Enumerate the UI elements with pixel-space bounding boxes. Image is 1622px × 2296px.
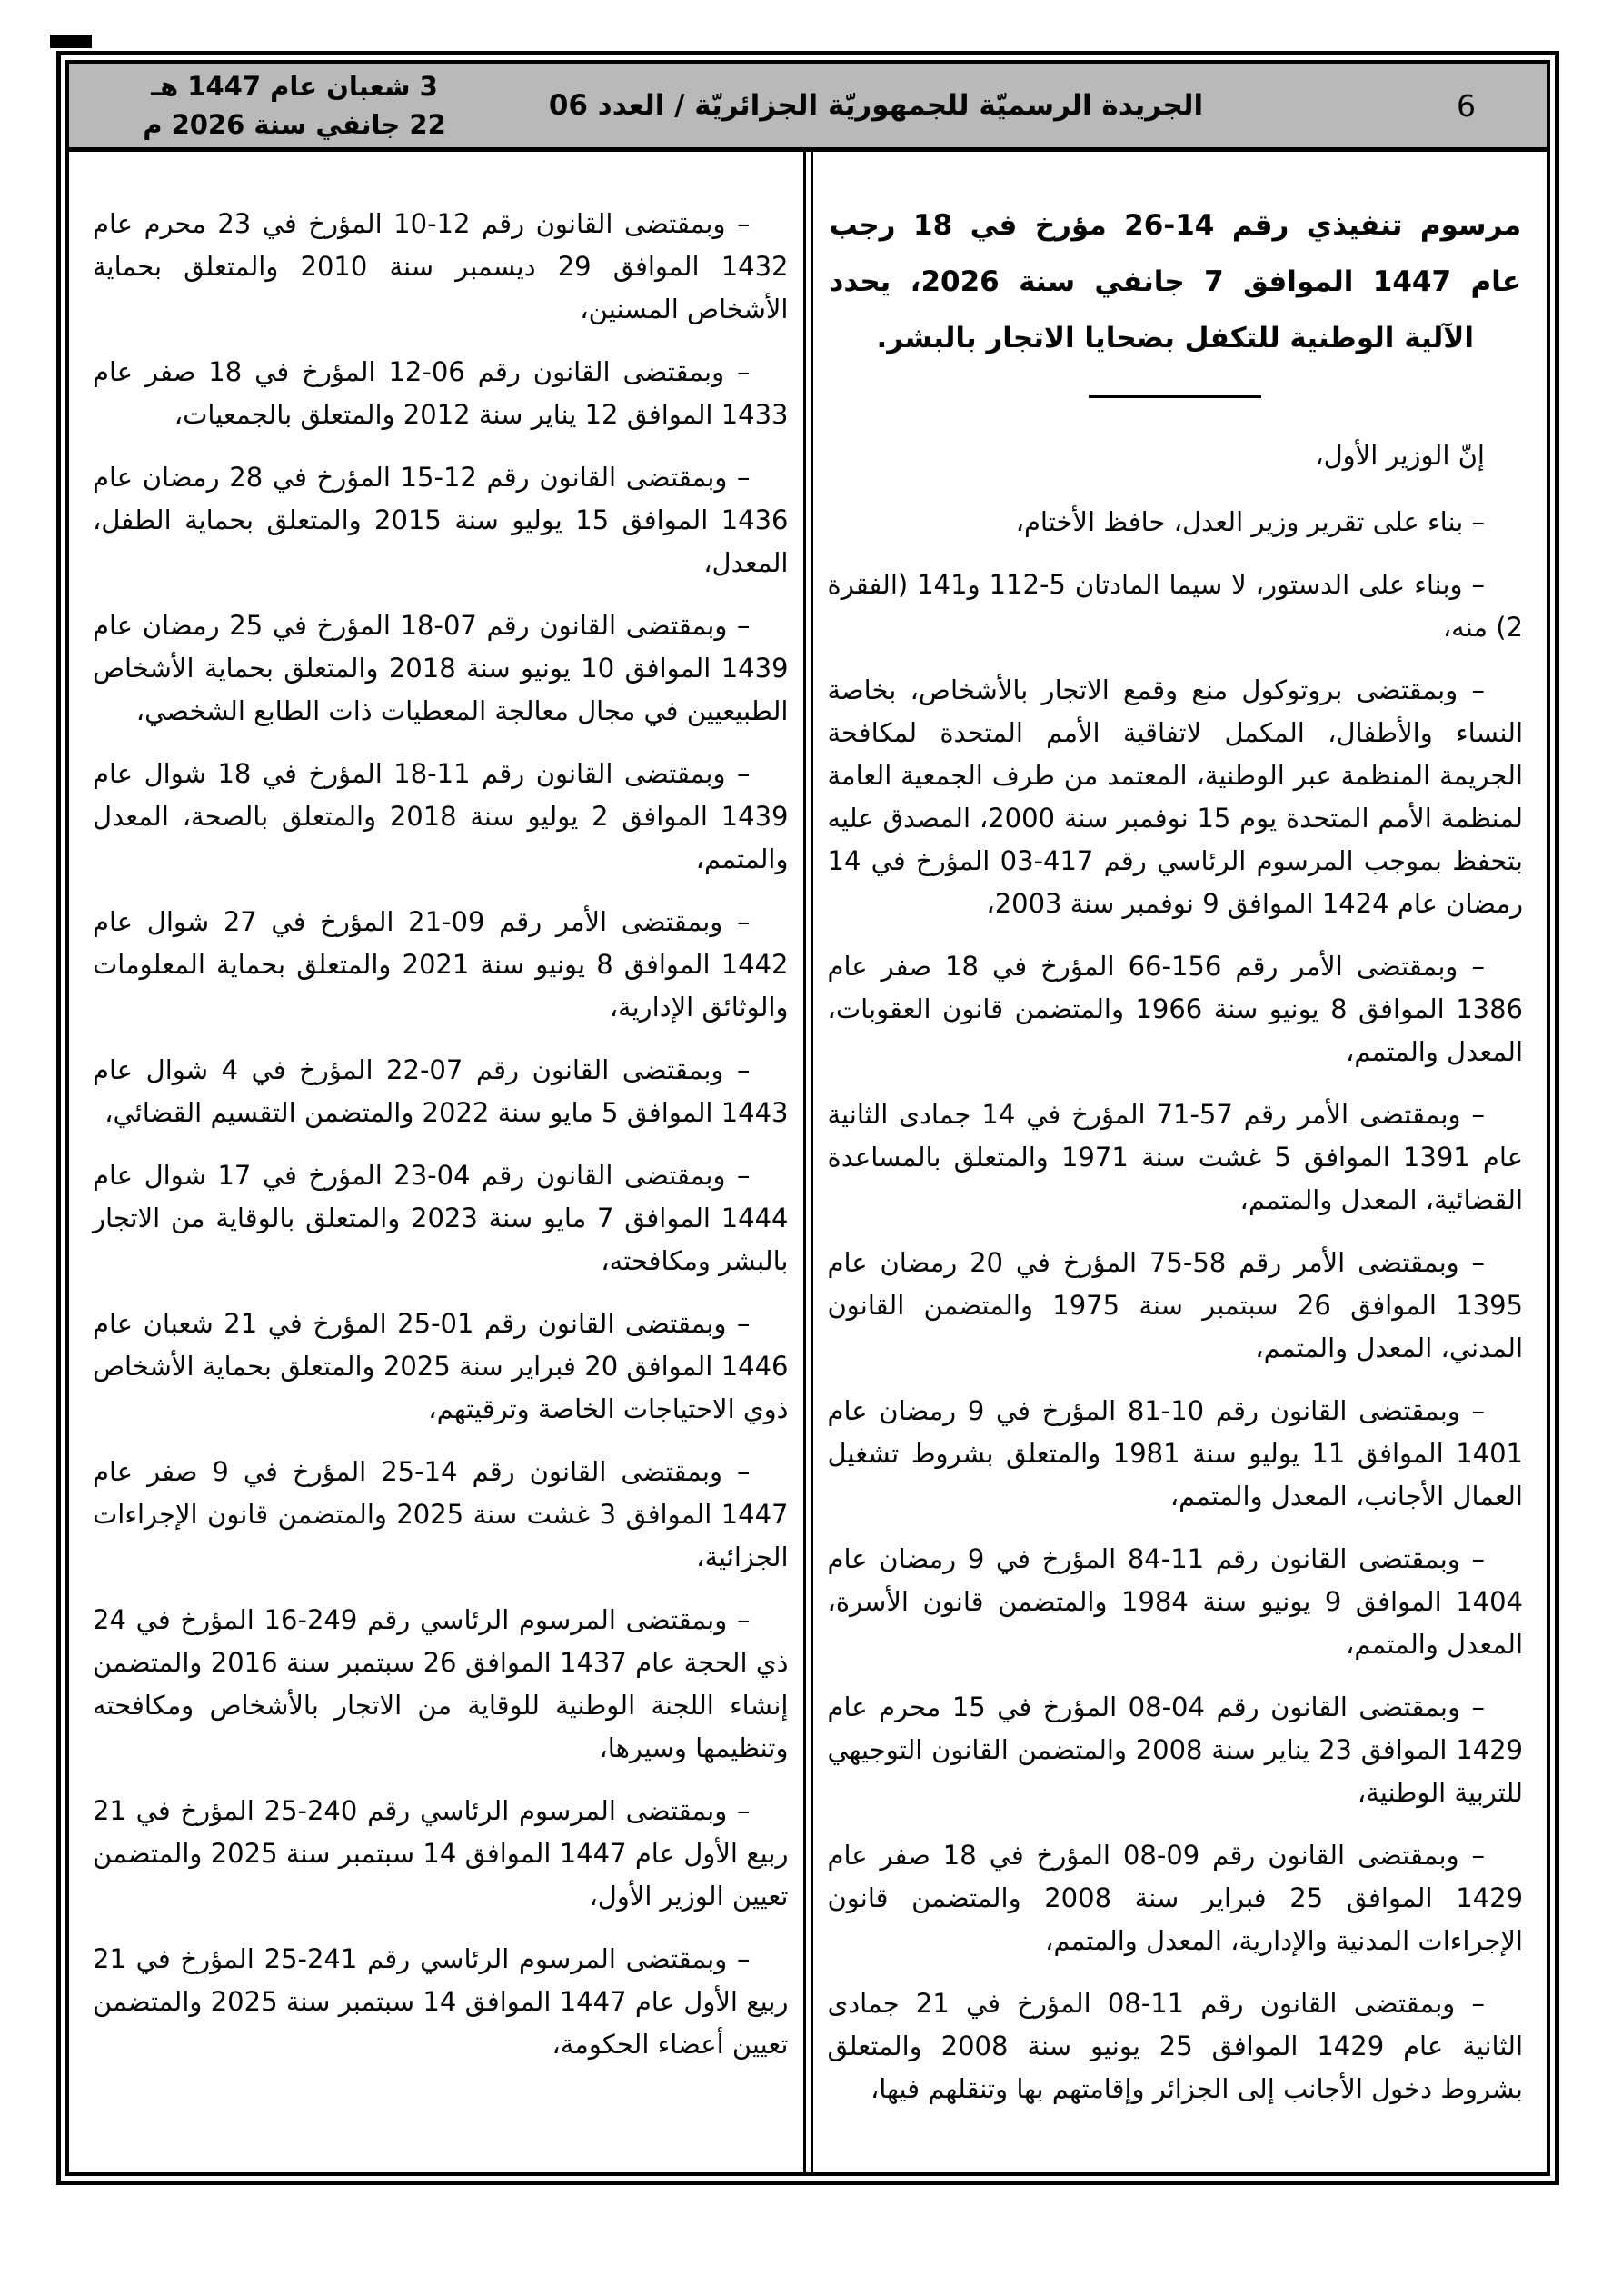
visa-paragraph: – وبمقتضى الأمر رقم 57-71 المؤرخ في 14 جمادى الثانية عام 1391 الموافق 5 غشت سنة 1971 والمتعلق بالمساعدة القضائية، المعدل والمتمم، bbox=[827, 1099, 1523, 1215]
visa-paragraph: – وبمقتضى القانون رقم 07-18 المؤرخ في 25 رمضان عام 1439 الموافق 10 يونيو سنة 2018 والمتعلق بحماية الأشخاص الطبيعيين في مجال معالجة المعطيات ذات الطابع الشخصي، bbox=[93, 610, 789, 726]
visa-paragraph: – بناء على تقرير وزير العدل، حافظ الأختام، bbox=[1015, 506, 1485, 537]
visa-paragraph: – وبمقتضى الأمر رقم 156-66 المؤرخ في 18 صفر عام 1386 الموافق 8 يونيو سنة 1966 والمتضمن قانون العقوبات، المعدل والمتمم، bbox=[827, 951, 1524, 1067]
visa-paragraph: – وبمقتضى القانون رقم 07-22 المؤرخ في 4 شوال عام 1443 الموافق 5 مايو سنة 2022 والمتضمن التقسيم القضائي، bbox=[93, 1054, 789, 1128]
preamble-intro: إنّ الوزير الأول، bbox=[1315, 440, 1485, 471]
title-separator bbox=[1089, 395, 1261, 398]
visa-paragraph: – وبمقتضى القانون رقم 14-25 المؤرخ في 9 صفر عام 1447 الموافق 3 غشت سنة 2025 والمتضمن قانون الإجراءات الجزائية، bbox=[93, 1456, 789, 1572]
hijri-date: 3 شعبان عام 1447 هـ bbox=[151, 71, 438, 102]
header-dates bbox=[95, 67, 494, 144]
decree-title: مرسوم تنفيذي رقم 14-26 مؤرخ في 18 رجب عام 1447 الموافق 7 جانفي سنة 2026، يحدد الآلية الوطنية للتكفل بضحايا الاتجار بالبشر. bbox=[829, 209, 1522, 354]
visa-paragraph: – وبمقتضى القانون رقم 11-84 المؤرخ في 9 رمضان عام 1404 الموافق 9 يونيو سنة 1984 والمتضمن قانون الأسرة، المعدل والمتمم، bbox=[827, 1543, 1524, 1660]
header-band bbox=[69, 64, 1547, 152]
page-body bbox=[69, 152, 1547, 2172]
visa-paragraph: – وبمقتضى القانون رقم 11-08 المؤرخ في 21 جمادى الثانية عام 1429 الموافق 25 يونيو سنة 2008 والمتعلق بشروط دخول الأجانب إلى الجزائر وإقامتهم بها وتنقلهم فيها، bbox=[827, 1988, 1524, 2104]
visa-paragraph: – وبمقتضى المرسوم الرئاسي رقم 240-25 المؤرخ في 21 ربيع الأول عام 1447 الموافق 14 سبتمبر سنة 2025 والمتضمن تعيين الوزير الأول، bbox=[93, 1795, 789, 1912]
visa-paragraph: – وبمقتضى القانون رقم 04-23 المؤرخ في 17 شوال عام 1444 الموافق 7 مايو سنة 2023 والمتعلق بالوقاية من الاتجار بالبشر ومكافحته، bbox=[93, 1160, 789, 1276]
page-number: 6 bbox=[1457, 87, 1476, 124]
visa-paragraph: – وبمقتضى الأمر رقم 09-21 المؤرخ في 27 شوال عام 1442 الموافق 8 يونيو سنة 2021 والمتعلق بحماية المعلومات والوثائق الإدارية، bbox=[93, 906, 789, 1023]
gregorian-date: 22 جانفي سنة 2026 م bbox=[143, 109, 446, 140]
visa-paragraph: – وبمقتضى القانون رقم 06-12 المؤرخ في 18 صفر عام 1433 الموافق 12 يناير سنة 2012 والمتعلق بالجمعيات، bbox=[93, 356, 789, 430]
left-column bbox=[78, 152, 803, 2172]
visa-paragraph: – وبمقتضى المرسوم الرئاسي رقم 241-25 المؤرخ في 21 ربيع الأول عام 1447 الموافق 14 سبتمبر سنة 2025 والمتضمن تعيين أعضاء الحكومة، bbox=[93, 1943, 789, 2060]
page-frame bbox=[56, 51, 1559, 2185]
column-separator bbox=[803, 152, 813, 2172]
visa-paragraph: – وبناء على الدستور، لا سيما المادتان 5-112 و141 (الفقرة 2) منه، bbox=[827, 569, 1523, 643]
visa-paragraph: – وبمقتضى القانون رقم 10-81 المؤرخ في 9 رمضان عام 1401 الموافق 11 يوليو سنة 1981 والمتعلق بشروط تشغيل العمال الأجانب، المعدل والمتمم، bbox=[827, 1395, 1523, 1512]
visa-paragraph: – وبمقتضى بروتوكول منع وقمع الاتجار بالأشخاص، بخاصة النساء والأطفال، المكمل لاتفاقية الأمم المتحدة لمكافحة الجريمة المنظمة عبر الوطنية، المعتمد من طرف الجمعية العامة لمنظمة الأمم المتحدة يوم 15 نوفمبر سنة 2000، المصدق عليه بتحفظ بموجب المرسوم الرئاسي رقم 417-03 المؤرخ في 14 رمضان عام 1424 الموافق 9 نوفمبر سنة 2003، bbox=[827, 674, 1524, 919]
visa-paragraph: – وبمقتضى القانون رقم 12-10 المؤرخ في 23 محرم عام 1432 الموافق 29 ديسمبر سنة 2010 والمتعلق بحماية الأشخاص المسنين، bbox=[93, 208, 789, 324]
right-column bbox=[813, 152, 1538, 2172]
visa-paragraph: – وبمقتضى القانون رقم 09-08 المؤرخ في 18 صفر عام 1429 الموافق 25 فبراير سنة 2008 والمتضمن قانون الإجراءات المدنية والإدارية، المعدل والمتمم، bbox=[827, 1840, 1524, 1956]
page-inner-frame bbox=[65, 60, 1550, 2176]
visa-paragraph: – وبمقتضى القانون رقم 01-25 المؤرخ في 21 شعبان عام 1446 الموافق 20 فبراير سنة 2025 والمتعلق بحماية الأشخاص ذوي الاحتياجات الخاصة وترقيتهم، bbox=[93, 1308, 789, 1424]
visa-paragraph: – وبمقتضى المرسوم الرئاسي رقم 249-16 المؤرخ في 24 ذي الحجة عام 1437 الموافق 26 سبتمبر سنة 2016 والمتضمن إنشاء اللجنة الوطنية للوقاية من الاتجار بالأشخاص ومكافحته وتنظيمها وسيرها، bbox=[93, 1604, 789, 1763]
scan-artifact bbox=[50, 35, 92, 48]
visa-paragraph: – وبمقتضى القانون رقم 04-08 المؤرخ في 15 محرم عام 1429 الموافق 23 يناير سنة 2008 والمتضمن القانون التوجيهي للتربية الوطنية، bbox=[827, 1692, 1523, 1808]
journal-title: الجريدة الرسميّة للجمهوريّة الجزائريّة / العدد 06 bbox=[548, 89, 1204, 122]
visa-paragraph: – وبمقتضى القانون رقم 12-15 المؤرخ في 28 رمضان عام 1436 الموافق 15 يوليو سنة 2015 والمتعلق بحماية الطفل، المعدل، bbox=[93, 462, 789, 578]
visa-paragraph: – وبمقتضى القانون رقم 11-18 المؤرخ في 18 شوال عام 1439 الموافق 2 يوليو سنة 2018 والمتعلق بالصحة، المعدل والمتمم، bbox=[93, 758, 789, 874]
visa-paragraph: – وبمقتضى الأمر رقم 58-75 المؤرخ في 20 رمضان عام 1395 الموافق 26 سبتمبر سنة 1975 والمتضمن القانون المدني، المعدل والمتمم، bbox=[827, 1247, 1523, 1363]
